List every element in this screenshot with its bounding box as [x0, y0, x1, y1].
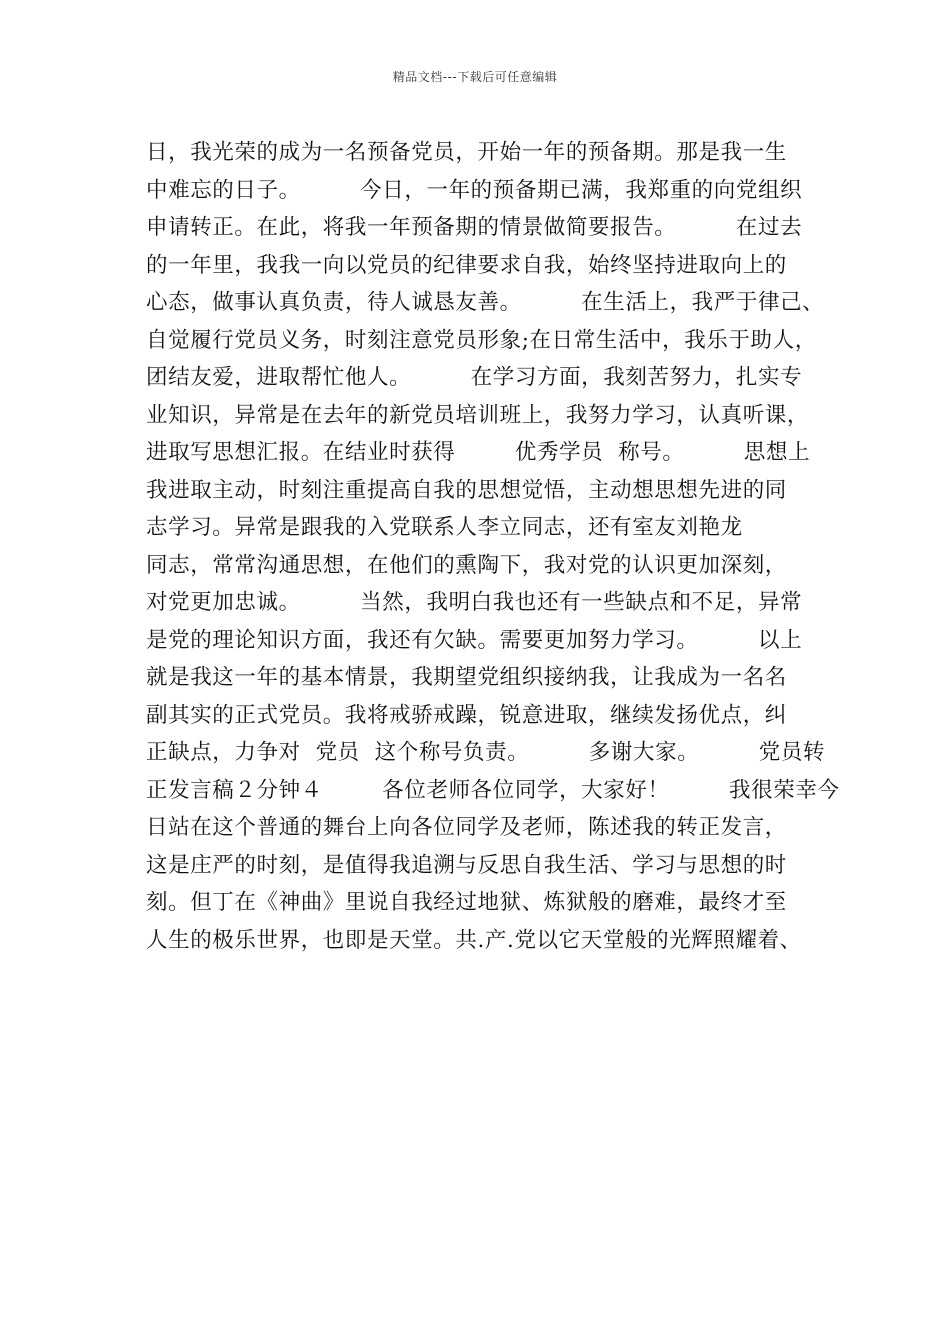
- text-line: 申请转正。在此，将我一年预备期的情景做简要报告。 在过去: [146, 215, 803, 240]
- text-line: 副其实的正式党员。我将戒骄戒躁，锐意进取，继续发扬优点，纠: [146, 702, 787, 728]
- text-line: 的一年里，我我一向以党员的纪律要求自我，始终坚持进取向上的: [146, 252, 787, 278]
- text-line: 是党的理论知识方面，我还有欠缺。需要更加努力学习。 以上: [146, 627, 803, 653]
- text-line: 同志，常常沟通思想，在他们的熏陶下，我对党的认识更加深刻，: [146, 552, 787, 578]
- text-line: 心态，做事认真负责，待人诚恳友善。 在生活上，我严于律己、: [146, 290, 825, 315]
- text-line: 日站在这个普通的舞台上向各位同学及老师，陈述我的转正发言，: [146, 815, 787, 840]
- text-line: 自觉履行党员义务，时刻注意党员形象;在日常生活中，我乐于助人，: [146, 327, 817, 353]
- text-line: 志学习。异常是跟我的入党联系人李立同志，还有室友刘艳龙: [146, 515, 743, 540]
- text-line: 日，我光荣的成为一名预备党员，开始一年的预备期。那是我一生: [146, 140, 787, 165]
- text-line: 对党更加忠诚。 当然，我明白我也还有一些缺点和不足，异常: [146, 590, 803, 615]
- text-line: 正发言稿２分钟４ 各位老师各位同学，大家好！ 我很荣幸今: [146, 777, 840, 803]
- text-line: 人生的极乐世界，也即是天堂。共.产.党以它天堂般的光辉照耀着、: [146, 927, 802, 953]
- page-header: 精品文档---下载后可任意编辑: [392, 70, 558, 84]
- text-line: 业知识，异常是在去年的新党员培训班上，我努力学习，认真听课，: [146, 402, 810, 428]
- text-line: 我进取主动，时刻注重提高自我的思想觉悟，主动想思想先进的同: [146, 477, 787, 503]
- text-line: 就是我这一年的基本情景，我期望党组织接纳我，让我成为一名名: [146, 665, 787, 690]
- text-line: 正缺点，力争对 党员 这个称号负责。 多谢大家。 党员转: [146, 740, 826, 765]
- document-body: [146, 134, 840, 959]
- text-line: 刻。但丁在《神曲》里说自我经过地狱、炼狱般的磨难，最终才至: [146, 890, 787, 915]
- text-line: 这是庄严的时刻，是值得我追溯与反思自我生活、学习与思想的时: [146, 852, 787, 878]
- text-line: 团结友爱，进取帮忙他人。 在学习方面，我刻苦努力，扎实专: [146, 365, 803, 390]
- text-line: 中难忘的日子。 今日，一年的预备期已满，我郑重的向党组织: [146, 177, 803, 203]
- text-line: 进取写思想汇报。在结业时获得 优秀学员 称号。 思想上: [146, 440, 811, 465]
